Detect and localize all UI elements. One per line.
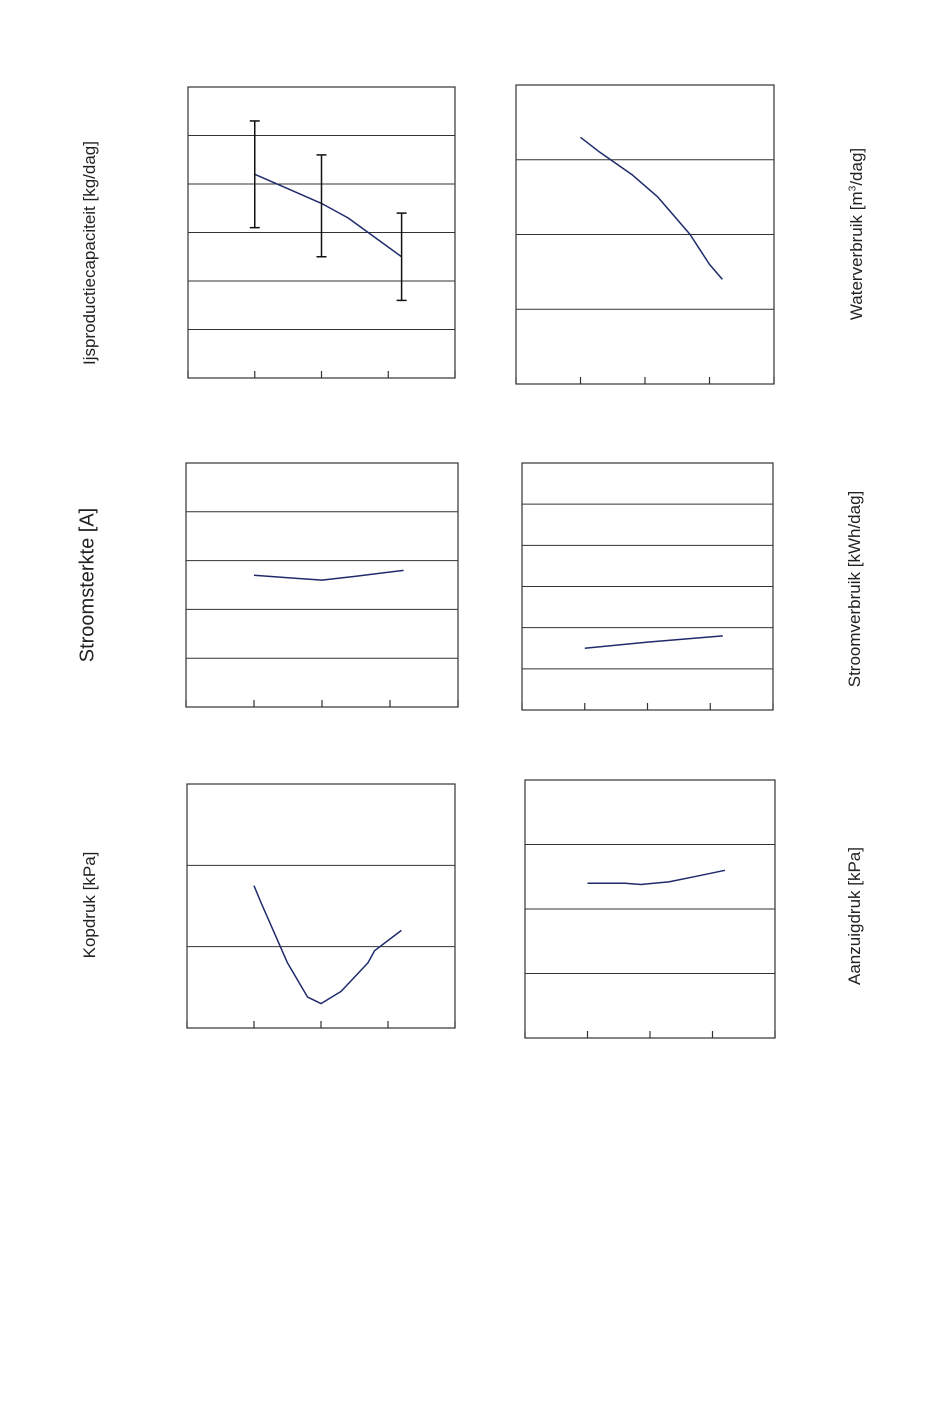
ylabel-stroomsterkte: Stroomsterkte [A] bbox=[76, 507, 99, 663]
series-line bbox=[581, 137, 723, 279]
series-line bbox=[255, 174, 402, 256]
series-line bbox=[254, 886, 401, 1004]
chart-kopdruk bbox=[187, 784, 455, 1028]
error-bar bbox=[397, 213, 407, 300]
error-bar bbox=[250, 121, 260, 228]
plot-frame bbox=[187, 784, 455, 1028]
chart-waterverbruik bbox=[516, 85, 774, 384]
series-line bbox=[588, 870, 726, 884]
series-line bbox=[585, 636, 723, 648]
ylabel-ijsproductie: Ijsproductiecapaciteit [kg/dag] bbox=[80, 141, 99, 365]
ylabel-aanzuigdruk: Aanzuigdruk [kPa] bbox=[845, 847, 864, 985]
ylabel-waterverbruik: Waterverbruik $[m^3/dag]$ bbox=[847, 147, 866, 321]
chart-ijsproductie bbox=[188, 87, 455, 378]
ylabel-stroomverbruik: Stroomverbruik [kWh/dag] bbox=[845, 490, 864, 688]
chart-stroomsterkte bbox=[186, 463, 458, 707]
chart-aanzuigdruk bbox=[525, 780, 775, 1038]
series-line bbox=[254, 570, 404, 580]
plot-frame bbox=[186, 463, 458, 707]
ylabel-kopdruk: Kopdruk [kPa] bbox=[80, 851, 99, 959]
chart-stroomverbruik bbox=[522, 463, 773, 710]
